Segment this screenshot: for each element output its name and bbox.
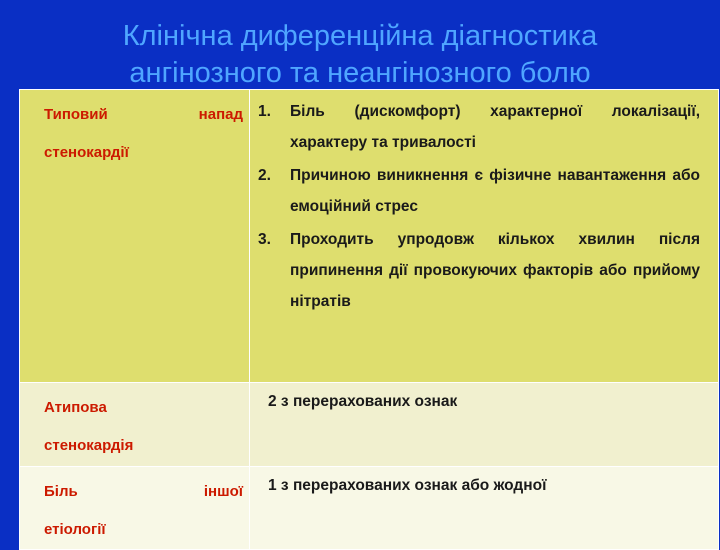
slide-title <box>0 18 720 92</box>
criteria-item <box>250 224 700 317</box>
row-description-atypical-angina: 2 з перерахованих ознак <box>250 383 719 467</box>
criteria-item-number: 1. <box>258 103 271 120</box>
row-label-line-2: стенокардія <box>44 437 134 454</box>
criteria-list-cell <box>250 90 719 383</box>
table-row-other-pain <box>20 467 719 550</box>
row-label-line-1: Атипова <box>44 399 107 416</box>
criteria-item-number: 3. <box>258 231 271 248</box>
table-row-atypical-angina <box>20 383 719 467</box>
slide-title-line-2: ангінозного та неангінозного болю <box>129 57 591 89</box>
row-label-typical-angina <box>20 90 250 383</box>
criteria-item-text: Проходить упродовж кількох хвилин після припинення дії провокуючих факторів або прийому нітратів <box>290 231 700 310</box>
row-label-line-1: Типовий напад <box>44 106 243 123</box>
row-label-other-pain <box>20 467 250 550</box>
criteria-item <box>250 160 700 222</box>
row-label-line-2: стенокардії <box>44 144 129 161</box>
criteria-list <box>250 90 718 317</box>
row-label-line-2: етіології <box>44 521 106 538</box>
table-row-typical-angina <box>20 90 719 383</box>
criteria-item-text: Причиною виникнення є фізичне навантаження або емоційний стрес <box>290 167 700 215</box>
criteria-item-text: Біль (дискомфорт) характерної локалізації, характеру та тривалості <box>290 103 700 151</box>
row-label-line-1: Біль іншої <box>44 483 243 500</box>
criteria-item <box>250 96 700 158</box>
diagnosis-table <box>19 89 719 550</box>
row-description-other-pain: 1 з перерахованих ознак або жодної <box>250 467 719 550</box>
slide-title-line-1: Клінічна диференційна діагностика <box>122 20 598 52</box>
row-label-atypical-angina <box>20 383 250 467</box>
criteria-item-number: 2. <box>258 167 271 184</box>
